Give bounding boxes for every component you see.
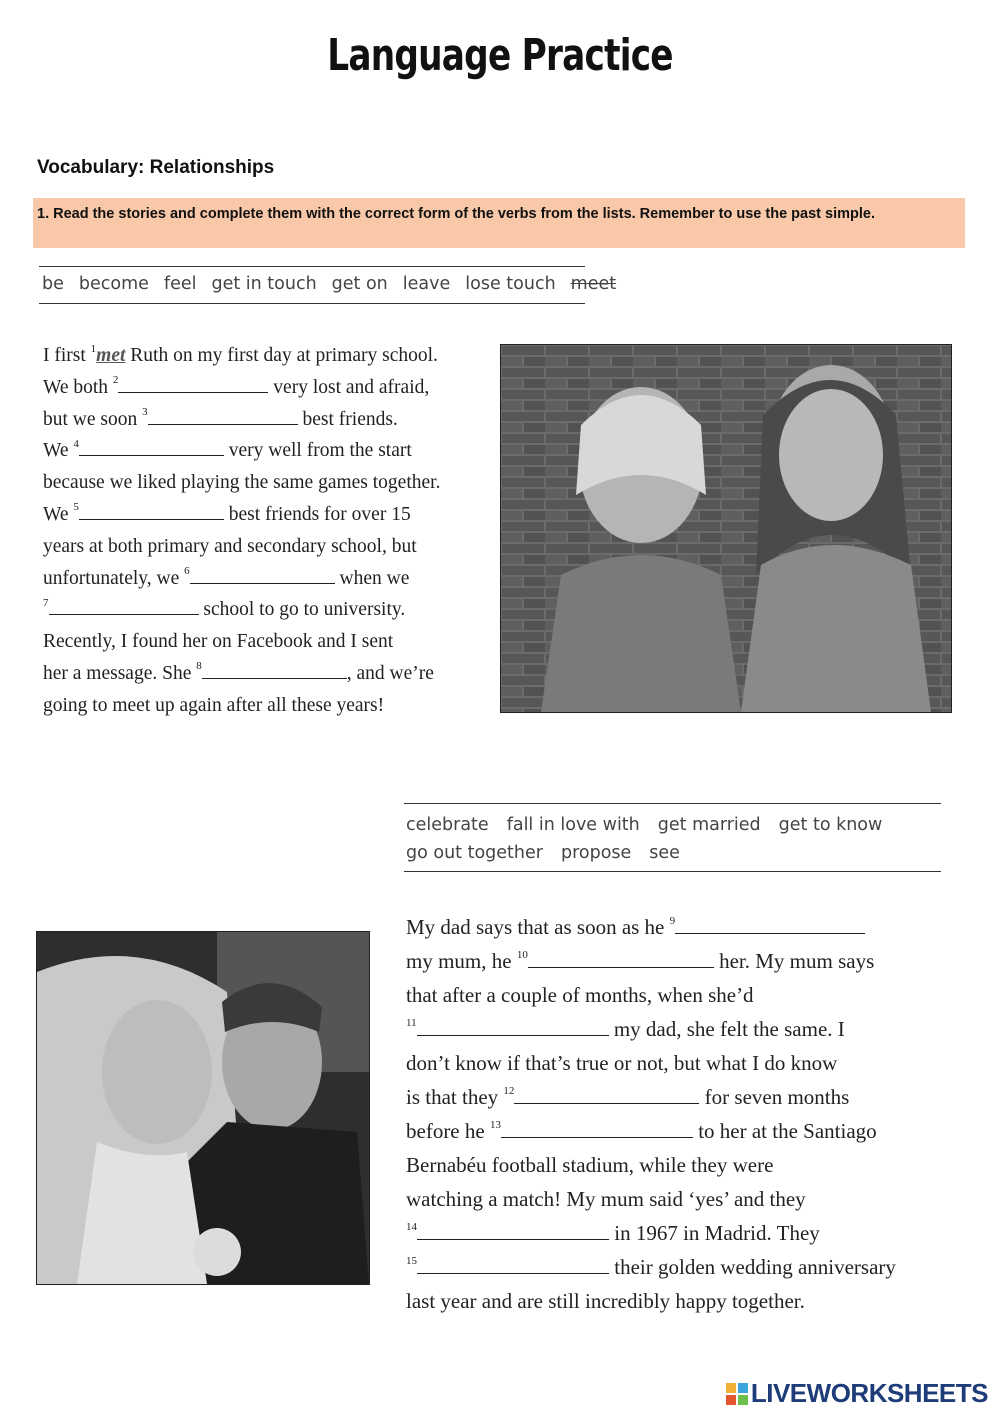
gap-number: 8 xyxy=(196,660,202,673)
gap-9-blank[interactable] xyxy=(675,919,865,934)
story-text: for seven months xyxy=(699,1085,850,1109)
story-text: to her at the Santiago xyxy=(692,1119,877,1143)
gap-11-blank[interactable] xyxy=(417,1021,609,1036)
story-text: her. My mum says xyxy=(713,949,875,973)
gap-2-blank[interactable] xyxy=(118,378,268,393)
gap-number: 7 xyxy=(43,596,49,609)
word-propose: propose xyxy=(560,843,632,863)
example-answer: met xyxy=(96,345,126,366)
gap-number: 2 xyxy=(112,374,119,387)
story-text: but we soon xyxy=(43,408,143,430)
word-feel: feel xyxy=(163,274,197,294)
gap-14-blank[interactable] xyxy=(417,1225,609,1240)
gap-number: 13 xyxy=(489,1119,501,1131)
word-list-2 xyxy=(404,803,941,872)
story-text: , and we’re xyxy=(346,662,434,684)
gap-number: 12 xyxy=(503,1085,515,1097)
story-text: before he xyxy=(406,1119,490,1143)
story-text: I first xyxy=(43,345,91,366)
gap-number: 4 xyxy=(73,437,79,450)
photo-wedding-couple-illustration xyxy=(37,932,369,1284)
story-text: in 1967 in Madrid. They xyxy=(609,1221,820,1245)
photo-two-girls-illustration xyxy=(501,345,951,712)
story-text: unfortunately, we xyxy=(43,567,185,589)
logo-text: LIVEWORKSHEETS xyxy=(750,1378,988,1408)
word-see: see xyxy=(649,843,680,863)
story-text: don’t know if that’s true or not, but what I do know xyxy=(406,1051,838,1075)
section-heading: Vocabulary: Relationships xyxy=(37,157,275,178)
story-text: best friends. xyxy=(297,408,398,430)
story-text: their golden wedding anniversary xyxy=(609,1255,896,1279)
gap-6-blank[interactable] xyxy=(190,569,335,584)
story-2 xyxy=(406,910,966,1318)
word-get-married: get married xyxy=(657,815,761,835)
story-text: We xyxy=(43,503,74,525)
story-text: very lost and afraid, xyxy=(268,376,430,398)
word-become: become xyxy=(78,274,149,294)
word-get-to-know: get to know xyxy=(778,815,883,835)
page-title: Language Practice xyxy=(327,30,673,81)
gap-4-blank[interactable] xyxy=(79,441,224,456)
story-1 xyxy=(43,340,483,722)
word-meet-crossed-out: meet xyxy=(570,274,617,294)
story-text: that after a couple of months, when she’d xyxy=(406,983,754,1007)
gap-number: 3 xyxy=(142,406,148,419)
gap-number: 6 xyxy=(184,565,190,578)
gap-number: 5 xyxy=(73,501,79,514)
gap-number: 9 xyxy=(669,915,676,927)
story-text: very well from the start xyxy=(223,440,412,462)
story-text: Recently, I found her on Facebook and I sent xyxy=(43,631,394,653)
story-text: because we liked playing the same games together. xyxy=(43,472,441,494)
word-be: be xyxy=(42,274,64,294)
story-text: last year and are still incredibly happy together. xyxy=(406,1289,805,1313)
story-text: Ruth on my first day at primary school. xyxy=(125,345,438,366)
word-fall-in-love-with: fall in love with xyxy=(506,815,640,835)
gap-8-blank[interactable] xyxy=(202,664,347,679)
instruction-banner: 1. Read the stories and complete them with the correct form of the verbs from the lists. Remember to use the past simple. xyxy=(33,198,965,248)
word-go-out-together: go out together xyxy=(406,843,543,863)
word-list-1 xyxy=(39,266,617,304)
photo-two-girls xyxy=(500,344,952,713)
story-text: watching a match! My mum said ‘yes’ and they xyxy=(406,1187,806,1211)
story-text: school to go to university. xyxy=(198,599,406,621)
gap-number: 15 xyxy=(406,1255,417,1267)
gap-3-blank[interactable] xyxy=(148,410,298,425)
story-text: Bernabéu football stadium, while they were xyxy=(406,1153,774,1177)
story-text: is that they xyxy=(406,1085,504,1109)
story-text: going to meet up again after all these years! xyxy=(43,694,385,716)
gap-5-blank[interactable] xyxy=(79,505,224,520)
word-celebrate: celebrate xyxy=(406,815,489,835)
story-text: best friends for over 15 xyxy=(223,503,411,525)
story-text: My dad says that as soon as he xyxy=(406,915,670,939)
liveworksheets-logo xyxy=(726,1378,988,1409)
story-text: my dad, she felt the same. I xyxy=(608,1017,845,1041)
word-get-in-touch: get in touch xyxy=(211,274,317,294)
gap-number: 10 xyxy=(516,949,528,961)
photo-wedding-couple xyxy=(36,931,370,1285)
gap-15-blank[interactable] xyxy=(417,1259,609,1274)
word-leave: leave xyxy=(402,274,451,294)
gap-number: 1 xyxy=(90,342,97,355)
logo-mark-icon xyxy=(726,1383,748,1405)
gap-number: 14 xyxy=(406,1221,417,1233)
story-text: We both xyxy=(43,376,113,398)
gap-12-blank[interactable] xyxy=(514,1089,699,1104)
story-text: when we xyxy=(334,567,410,589)
gap-number: 11 xyxy=(406,1017,417,1029)
story-text: years at both primary and secondary school, but xyxy=(43,535,417,557)
gap-7-blank[interactable] xyxy=(49,600,199,615)
story-text: my mum, he xyxy=(406,949,517,973)
story-text: her a message. She xyxy=(43,662,197,684)
gap-13-blank[interactable] xyxy=(501,1123,693,1138)
word-lose-touch: lose touch xyxy=(465,274,556,294)
gap-10-blank[interactable] xyxy=(528,953,714,968)
word-get-on: get on xyxy=(331,274,388,294)
story-text: We xyxy=(43,440,74,462)
